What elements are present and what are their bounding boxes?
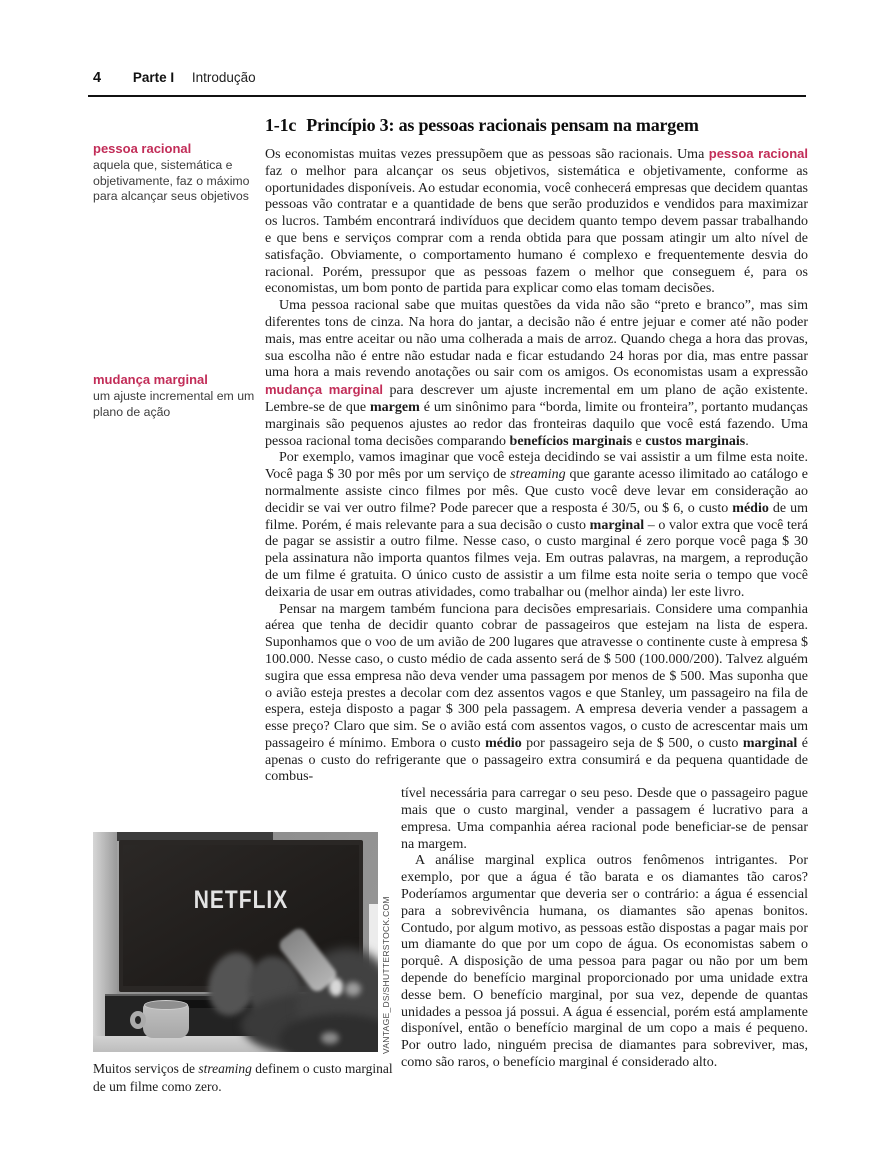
- text-segment: Muitos serviços de: [93, 1061, 199, 1076]
- margin-term: mudança marginal: [93, 372, 208, 387]
- hand-highlight: [321, 1032, 339, 1044]
- paragraph: [265, 146, 808, 298]
- netflix-photo: [93, 832, 378, 1052]
- figure-netflix: [93, 832, 393, 1094]
- paragraph: [265, 602, 808, 787]
- margin-term: pessoa racional: [93, 141, 192, 156]
- text-segment: – o valor extra que você terá de pagar se assistir a outro filme. Nesse caso, o custo marginal é zero porque você paga $ 30 pela assinatura não importa quantos filmes veja. Em outras palavras, na margem, a reprodução de um filme é gratuita. O único custo de assistir a um filme esta noite seria o tempo que você deixaria de usar em outras atividades, como trabalhar ou (melhor ainda) ler este livro.: [265, 517, 808, 600]
- part-title: Introdução: [191, 70, 256, 85]
- margin-note-mudanca-marginal: [93, 372, 261, 420]
- paragraph: [265, 450, 808, 601]
- paragraph-wrapped: [401, 853, 808, 1071]
- margin-note-pessoa-racional: [93, 141, 261, 205]
- text-segment: por passageiro seja de $ 500, o custo: [521, 735, 743, 751]
- text-segment: e: [632, 433, 646, 449]
- section-number: 1-1c: [265, 115, 297, 135]
- text-segment: para descrever um ajuste incremental em um plano de ação existente. Lembre-se de que: [265, 383, 808, 415]
- text-segment: mudança marginal: [265, 382, 383, 398]
- mug-rim: [144, 1000, 188, 1010]
- running-head: [93, 70, 807, 86]
- text-segment: Os economistas muitas vezes pressupõem que as pessoas são racionais. Uma: [265, 147, 709, 162]
- text-segment: é um sinônimo para “borda, limite ou fronteira”, portanto mudanças marginais são pequenos ajustes ao redor das fronteiras daquilo que você está fazendo. Uma pessoa racional toma decisões comparando: [265, 399, 808, 449]
- text-segment: que garante acesso ilimitado ao catálogo e normalmente assiste cinco filmes por mês. Que custo você deve levar em consideração ao decidir se vai ver outro filme? Pode parecer que a resposta é 30/5, ou $ 6, o custo: [265, 467, 808, 516]
- text-segment: é apenas o custo do refrigerante que o passageiro extra consumirá e da pequena quantidade de combus-: [265, 735, 808, 785]
- section-title: Princípio 3: as pessoas racionais pensam na margem: [306, 115, 699, 135]
- text-segment: margem: [370, 399, 420, 415]
- text-segment: definem o custo marginal de um filme como zero.: [93, 1061, 393, 1094]
- coffee-mug: [143, 1004, 189, 1038]
- text-segment: benefícios marginais: [509, 433, 633, 449]
- paragraph-wrapped: [401, 786, 808, 853]
- paragraph: [265, 298, 808, 450]
- text-segment: faz o melhor para alcançar os seus objetivos, sistemática e objetivamente, conforme as oportunidades disponíveis. Ao estudar economia, você conhecerá empresas que decidem quantas pessoas vão contratar e a quantidade de bens que serão produzidos e vendidos para maximizar os lucros. Também encontrará indivíduos que decidem quanto tempo devem passar trabalhando e que bens e serviços comprar com a renda obtida para que possam atingir um alto nível de satisfação. Obviamente, o comportamento humano é complexo e frequentemente desvia do racional. Porém, pressupor que as pessoas fazem o melhor que conseguem é, para os economistas, um bom ponto de partida para explicar como elas tomam decisões.: [265, 163, 808, 297]
- text-segment: marginal: [589, 517, 645, 533]
- text-segment: streaming: [198, 1061, 252, 1076]
- text-segment: streaming: [510, 467, 566, 483]
- text-segment: médio: [485, 735, 522, 751]
- remote-highlight: [329, 978, 343, 996]
- part-label: Parte I: [132, 70, 175, 85]
- page-number: 4: [93, 70, 102, 86]
- section-heading: [265, 115, 810, 136]
- netflix-logo: NETFLIX: [193, 886, 289, 915]
- text-segment: pessoa racional: [708, 146, 808, 161]
- text-segment: médio: [732, 500, 769, 516]
- text-segment: custos marginais: [645, 433, 746, 449]
- text-segment: de um filme. Porém, é mais relevante para a sua decisão o custo: [265, 500, 808, 533]
- text-segment: Uma pessoa racional sabe que muitas questões da vida não são “preto e branco”, mas sim diferentes tons de cinza. Na hora do jantar, a decisão não é entre jejuar e comer até não poder mais, mas entre aceitar ou não uma colherada a mais de arroz. Quando chega a hora das provas, sua escolha não é entre não estudar nada e ficar estudando 24 horas por dia, mas entre passar uma hora a mais revendo anotações ou sair com os amigos. Os economistas usam a expressão: [265, 298, 808, 381]
- text-segment: Por exemplo, vamos imaginar que você esteja decidindo se vai assistir a um filme esta noite. Você paga $ 30 por mês por um serviço de: [265, 450, 808, 483]
- hand-highlight: [345, 982, 361, 996]
- text-segment: Pensar na margem também funciona para decisões empresariais. Considere uma companhia aérea que tenha de decidir quanto cobrar de passageiros que estejam na lista de espera. Suponhamos que o voo de um avião de 200 lugares que atravesse o continente custe à empresa $ 100.000. Nesse caso, o custo médio de cada assento será de $ 500 (100.000/200). Talvez alguém sugira que essa empresa não deva vender uma passagem por menos de $ 500. Mas suponha que o avião esteja prestes a decolar com dez assentos vagos e que Stanley, um passageiro na fila de espera, esteja disposto a pagar $ 300 pela passagem. A empresa deveria vender a passagem a esse preço? Claro que sim. Se o avião está com assentos vagos, o custo de acrescentar mais um passageiro é mínimo. Embora o custo: [265, 601, 808, 751]
- figure-caption: [93, 1060, 393, 1095]
- text-segment: marginal: [742, 735, 798, 751]
- text-segment: A análise marginal explica outros fenômenos intrigantes. Por exemplo, por que a água é tão barata e os diamantes tão caros? Poderíamos argumentar que deveria ser o contrário: a água é essencial para a sobrevivência humana, os diamantes são apenas bonitos. Contudo, por algum motivo, as pessoas estão dispostas a pagar mais por um diamante do que por um copo de água. Os economistas sabem o porquê. A disposição de uma pessoa para pagar ou não por um bem depende do benefício marginal proporcionado por uma unidade extra desse bem. O benefício marginal, por sua vez, depende de quantas unidades a pessoa já possui. A água é essencial, porém está amplamente disponível, então o benefício marginal de um copo a mais é pequeno. Por outro lado, ninguém precisa de diamantes para sobreviver, mas, como são raros, o benefício marginal é considerado alto.: [401, 853, 808, 1071]
- header-rule: [88, 95, 806, 97]
- margin-definition: um ajuste incremental em um plano de ação: [93, 389, 255, 419]
- margin-definition: aquela que, sistemática e objetivamente, faz o máximo para alcançar seus objetivos: [93, 158, 250, 204]
- mug-handle: [130, 1011, 146, 1029]
- text-segment: tível necessária para carregar o seu peso. Desde que o passageiro pague mais que o custo marginal, vender a passagem é lucrativo para a empresa. Uma companhia aérea racional pode beneficiar-se de pensar na margem.: [401, 786, 808, 852]
- text-segment: .: [745, 433, 749, 449]
- photo-credit: VANTAGE_DS/SHUTTERSTOCK.COM: [381, 896, 391, 1054]
